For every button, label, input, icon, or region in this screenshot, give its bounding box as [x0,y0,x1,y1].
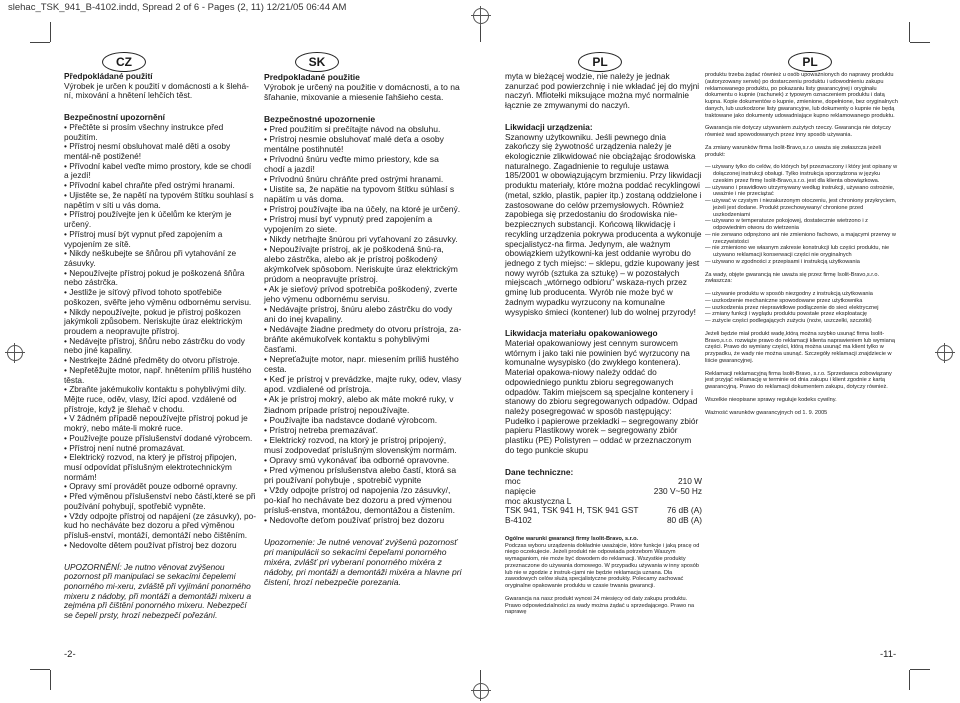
list-item: • Jestliže je síťový přívod tohoto spotřebiče poškozen, svěřte jeho výměnu odbornému servisu. [64,287,252,307]
crop-mark [909,22,910,42]
section-heading: Dane techniczne: [505,466,574,477]
list-item: • Nedávejte přístroj, šňůru nebo zástrčku do vody nebo jiné kapaliny. [64,335,245,356]
tech-row [505,516,702,526]
paragraph: Jeżeli będzie miał produkt wadę,którą można szybko usunąć firma Isolit-Bravo,s.r.o. rozwiąże prawo do reklamacji klienta naprawieniem lub wymianą części. Prawo do wymiany części, którą można usunąć ma klient tylko w przypadku, że wady nie można usunąć. Szczegóły reklamacji znajdziecie w liście gwarancyjnej. [705,330,895,364]
list-item: • Prístroj musí byť vypnutý pred zapojením a vypojením zo siete. [264,214,433,235]
registration-mark-icon [937,345,953,361]
tech-value: 76 dB (A) [666,505,702,516]
list-item: • Opravy smí provádět pouze odborné opravny. [64,481,238,492]
page-number-left: -2- [64,649,76,660]
list-item: • Prívodnú šnúru veďte mimo priestory, kde sa chodí a jazdí! [264,154,439,175]
language-badge-pl: PL [788,52,832,72]
list-item: • Přístroj používejte jen k účelům ke kterým je určený. [64,209,232,230]
list-item: — zużycie części podlegających zużyciu (noże, uszczelki, szczotki) [705,318,872,324]
language-badge-cz: CZ [102,52,146,72]
list-item: — używać w czystym i niezakurzonym otoczeniu, jest chroniony przykryciem, jeżeli jest dodane. Produkt przechowywany/ chronione przed uszkodzeniami [705,198,897,218]
list-item: • Nikdy neškubejte se šňůrou při vytahování ze zásuvky. [64,248,237,268]
list-item: • Přístroj nesmí obsluhovat malé děti a osoby mentál-ně postižené! [64,141,231,162]
paragraph: Výrobek je určen k použití v domácnosti a k šlehá-ní, mixování a hnětení lehčích těst. [64,80,249,101]
list-item: • Prívodnú šnúru chráňte pred ostrými hranami. [264,174,444,185]
list-item: • Prístroj netreba premazávať. [264,424,379,435]
list-item: — uszkodzenie mechaniczne spowodowane przez użytkownika [705,297,863,304]
list-item: • Nedovolte dětem používat přístroj bez dozoru [64,539,237,550]
warning-text: UPOZORNĚNÍ: Je nutno věnovat zvýšenou pozornost při manipulaci se sekacími čepelemi ponorného mi-xeru, zvláště při vyjímání ponorného mixeru z nádoby, při montáži a demontáži mixeru a zejména při čištění ponorného mixeru. Nebezpečí se čepelí prsty, hrozí nebezpečí pořezání. [64,561,252,621]
language-badge-pl: PL [578,52,622,72]
list-item: • Pred výmenou príslušenstva alebo častí, ktorá sa pri používaní pohybuje , spotrebič vypnite [264,464,457,485]
crop-mark [50,670,51,690]
tech-value: 80 dB (A) [666,515,702,526]
list-item: • Opravy smú vykonávať iba odborné opravovne. [264,454,450,465]
list-item: • Používejte pouze příslušenství dodané výrobcem. [64,432,253,443]
list-item: • Prístroj používajte iba na účely, na ktoré je určený. [264,204,461,215]
crop-mark [910,42,930,43]
paragraph: Za wady, objęte gwarancją nie uważa się przez firmę Isolit-Bravo,s.r.o. zwłaszcza: [705,271,879,285]
tech-value: 230 V~50 Hz [653,486,702,497]
list-item: • Ujistěte se, že napětí na typovém štítku souhlasí s napětím v síti u vás doma. [64,189,254,210]
registration-mark-icon [473,683,489,699]
list-item: • Zbraňte jakémukoliv kontaktu s pohyblivými díly. Mějte ruce, oděv, vlasy, lžíci apod. vzdálené od přístroje, když je šlehač v chodu. [64,384,247,414]
paragraph: Gwarancja nie dotyczy używaniem zużytych rzeczy. Gwarancja nie dotyczy również wad spowodowanych przez inny sposób używania. [705,125,891,138]
list-item: • Před výměnou příslušenství nebo částí,které se při používání pohybují, spotřebič vypněte. [64,491,256,511]
list-item: • Přístroj musí být vypnut před zapojením a vypojením ze sítě. [64,228,223,249]
list-item: • Elektrický rozvod, na který je přístroj připojen, musí odpovídat příslušným elektrotechnickým normám! [64,452,237,482]
tech-label: moc [505,476,521,487]
section-heading: Predpokladané použitie [264,72,360,82]
list-item: • Nepoužívajte prístroj, ak je poškodená šnú-ra, alebo zástrčka, alebo ak je prístroj poškodený akýmkoľvek spôsobom. Neriskujte úraz elektrickým prúdom a neopravujte prístroj. [264,244,458,285]
dash-list [705,291,900,325]
tech-value: 210 W [678,476,702,487]
section-heading: Předpokládané použití [64,71,153,81]
tech-label: B-4102 [505,515,532,526]
bullet-list [264,124,462,525]
list-item: • Ak je sieťový prívod spotrebiča poškodený, zverte jeho výmenu odbornému servisu. [264,284,458,305]
tech-table [505,477,702,526]
small-heading: Ogólne warunki gwarancji firmy Isolit-Bravo, s.r.o. [505,535,639,542]
list-item: • Prístroj nesmie obsluhovať malé deťa a osoby mentálne postihnuté! [264,134,444,155]
paragraph: Reklamacji reklamacyjną firma Isolit-Bravo, s.r.o. Sprzedawca zobowiązany jest przyjąć reklamację w terminie od dnia zakupu i klient zgodnie z kartą gwarancyjną. Prawo do reklamacji dokumentem zakupu, dotyczy również. [705,370,892,390]
paragraph: Wszelkie nieopisane sprawy reguluje kodeks cywilny. [705,396,837,403]
registration-mark-icon [473,8,489,24]
dash-list [705,164,900,265]
list-item: — nie zerwano odprężono ani nie zmieniono fachowo, a mającymi przerwy w rzeczywistości [705,231,896,245]
section-heading: Likwidacja materiału opakowaniowego [505,328,658,339]
tech-label: napięcie [505,486,536,497]
file-header: slehac_TSK_941_B-4102.indd, Spread 2 of 6 - Pages (2, 11) 12/21/05 06:44 AM [8,2,347,13]
list-item: • Používajte iba nadstavce dodané výrobcom. [264,414,438,425]
list-item: • Vždy odpojte přístroj od napájení (ze zásuvky), po-kud ho necháváte bez dozoru a před výměnou přísluš-enství, montáží, demontáží nebo čištěním. [64,510,256,541]
list-item: • Ak je prístroj mokrý, alebo ak máte mokré ruky, v žiadnom prípade prístroj nepoužívajte. [264,394,454,415]
list-item: • Nepřetěžujte motor, např. hnětením příliš hustého těsta. [64,364,252,385]
paragraph: Podczas wyboru urządzenia dokładnie uważajcie, które funkcje i jaką pracę od niego oczekujecie. Jeżeli produkt nie odpowiada potrzebom Waszym wymaganiom, nie może być dowodem do reklamacji. Wszystkie produkty przeznaczone do używania domowego. W przypadku używania w inny sposób lub nie w zgodzie z instruk-cjami nie będzie reklamacja uznana. Dla zawodowych celów służą specjalistyczne produkty. Polecamy zachować oryginalne opakowanie produktu w czasie trwania gwarancji. [505,542,700,590]
crop-mark [30,42,50,43]
list-item: — używano i prawidłowo utrzymywany według instrukcji, używano ostrożnie, uważnie i nie przeciążać [705,184,895,198]
registration-mark-icon [7,345,23,361]
list-item: — używany tylko do celów, do których był przeznaczony i który jest opisany w dołączonej instrukcji obsługi. Tylko instrukcja sporządzona w języku czeskim przez firmę Isolit-Bravo,s.r.o. jest dla klienta obowiązkowa. [705,164,898,184]
paragraph: Materiał opakowaniowy jest cennym surowcem wtórnym i jako taki nie powinien być wyrzucony na komunalne wysypisko (do zwykłego kontenera). Materiał opakowa-niowy należy oddać do odpowiedniego punktu zbioru segregowanych odpadów. Takim miejscem są specjalne kontenery i stanowy do zbioru segregowanych odpadów. Odpad należy posegregować w sposób następujący: Pudełko i papierowe przekładki – segregowany zbiór papieru Plastikowy worek – segregowany zbiór plastiku (PE) Polistyren – oddać w przeznaczonym do tego punkcie skupu [505,337,699,455]
section-heading: Bezpečnostné upozornenie [264,114,376,125]
list-item: • Uistite sa, že napätie na typovom štítku súhlasí s napätím u vás doma. [264,184,455,205]
column-sk [264,72,462,599]
list-item: • V žádném případě nepoužívejte přístroj pokud je mokrý, nebo máte-li mokré ruce. [64,413,248,434]
list-item: — nie zmieniono we własnym zakresie konstrukcji lub części produktu, nie używano reklamacji konserwacji części nie oryginalnych [705,245,890,258]
list-item: • Nedávajte žiadne predmety do otvoru prístroja, za-bráňte akémukoľvek kontaktu s pohyblivými časťami. [264,324,462,355]
list-item: • Nedovoľte deťom používať prístroj bez dozoru [264,514,445,525]
list-item: • Keď je prístroj v prevádzke, majte ruky, odev, vlasy apod. vzdialené od prístroja. [264,374,462,395]
list-item: — używano w temperaturze pokojowej, dostatecznie wietrzono i z odpowiednim otworu do wietrzenia [705,218,868,231]
section-heading: Bezpečnostní upozornění [64,112,165,123]
section-heading: Likwidacji urządzenia: [505,121,593,132]
bullet-list [64,123,256,551]
list-item: • Nikdy nepoužívejte, pokud je přístroj poškozen jakýmkoli způsobem. Neriskujte úraz elektrickým proudem a neopravujte přístroj. [64,306,243,336]
tech-label: moc akustyczna L [505,495,572,506]
paragraph: Za zmiany warunków firma Isolit-Bravo,s.r.o uważa się zwłaszcza jeżeli produkt: [705,144,881,158]
language-badge-sk: SK [295,52,339,72]
list-item: • Přístroj není nutné promazávat. [64,442,185,453]
crop-mark [909,670,910,690]
crop-mark [50,22,51,42]
list-item: — zmiany funkcji i wyglądu produktu powstałe przez eksploatację [705,311,867,318]
list-item: — używanie produktu w sposób niezgodny z instrukcją użytkowania [705,291,873,297]
list-item: • Nestrkejte žádné předměty do otvoru přístroje. [64,355,240,366]
crop-mark [30,669,50,670]
tech-label: TSK 941, TSK 941 H, TSK 941 GST [505,505,639,516]
list-item: • Nepreťažujte motor, napr. miesením príliš hustého cesta. [264,354,459,375]
list-item: — używano w zgodności z przepisami i instrukcją użytkowania [705,258,860,265]
column-pl-warranty [705,72,900,422]
list-item: • Nikdy netrhajte šnúrou pri vyťahovaní zo zásuvky. [264,234,458,245]
paragraph: Výrobok je určený na použitie v domácnosti, a to na šľahanie, mixovanie a miesenie ľahšieho cesta. [264,82,460,103]
list-item: • Nepoužívejte přístroj pokud je poškozená šňůra nebo zástrčka. [64,267,245,288]
list-item: • Přívodní kabel veďte mimo prostory, kde se chodí a jezdí! [64,160,252,181]
list-item: • Elektrický rozvod, na ktorý je prístroj pripojený, musí zodpovedať príslušným slovenským normám. [264,434,457,455]
column-pl [505,72,702,622]
paragraph: produktu trzeba żądać również u osób upoważnionych do naprawy produktu (autoryzowany serwis) po dostarczeniu produktu i udowodnieniu zakupu reklamowanego produktu, po pokazaniu listy gwarancyjnej i oryginału dokumentu o kupnie (rachunek) z typowym oznaczeniem produktu i datą kupna. Kopie dokumentów o kupnie, zmienione, dopełnione, bez oryginalnych danych, lub uszkodzone listy gwarancyjne, lub dokumenty o kupnie nie będą traktowane jako dokumenty udowadniające kupno reklamowanego produktu. [705,72,898,119]
warning-text: Upozornenie: Je nutné venovať zvýšenú pozornosť pri manipulácii so sekacími čepeľami ponorného mixéra, zvlášť pri vyberaní ponorného mixéra z nádoby, pri montáži a demontáži mixéra a hlavne pri čistení, hrozí nebezpečie porezania. [264,536,462,587]
crop-mark [910,669,930,670]
paragraph: Szanowny użytkowniku. Jeśli pewnego dnia zakończy się żywotność urządzenia należy je ekologicznie zlikwidować nie obciążając środowiska naturalnego. Zagadnienie to reguluje ustawa 185/2001 w obowiązującym brzmieniu. Przy likwidacji produktu materiały, które można poddać recyklingowi (metal, szkło, plastik, papier itp.) zostaną oddzielone i zastosowane do celów przemysłowych. Również zapobiega się przedostaniu do środowiska nie-bezpiecznych substancji. Końcową likwidację i recykling urządzenia pokrywa producenta a wykonuje specjalistycz-na firma. Jedynym, ale ważnym obowiązkiem użytkowni-ka jest oddanie wyrobu do jednego z tych miejsc: – sklepu, gdzie kupowany jest nowy wyrób (sztuka za sztukę) – w pozostałych miejscach „wtórnego odbioru" wskaza-nych przez gminę lub producenta. Wyrób nie może być w żadnym wypadku wyrzucony na komunalne wysypisko śmieci (kontener) lub do wolnej przyrody! [505,131,702,317]
column-cz [64,72,256,633]
list-item: • Pred použitím si prečítajte návod na obsluhu. [264,124,441,135]
paragraph: Gwarancja na nasz produkt wynosi 24 miesięcy od daty zakupu produktu. Prawo odpowiedzialności za wady można żądać u sprzedającego. Prawo na naprawę [505,595,695,616]
warranty-intro [505,536,702,616]
list-item: • Přívodní kabel chraňte před ostrými hranami. [64,180,235,191]
page-number-right: -11- [880,649,897,660]
list-item: — uszkodzenia przez nieprawidłowe podłączenie do sieci elektrycznej [705,304,879,311]
paragraph: Ważność warunków gwarancyjnych od 1. 9. 2005 [705,409,828,416]
list-item: • Přečtěte si prosím všechny instrukce před použitím. [64,121,224,142]
list-item: • Vždy odpojte prístroj od napojenia /zo zásuvky/, po-kiaľ ho nechávate bez dozoru a pred výmenou prísluš-enstva, montážou, demontážou a čistením. [264,484,455,515]
paragraph: myta w bieżącej wodzie, nie należy je jednak zanurzać pod powierzchnię i nie wkładać jej do myjni naczyń. Mfiotełki miksujące można myć normalnie łącznie ze zmywanymi do naczyń. [505,71,700,111]
list-item: • Nedávajte prístroj, šnúru alebo zástrčku do vody ani do inej kvapaliny. [264,304,453,325]
